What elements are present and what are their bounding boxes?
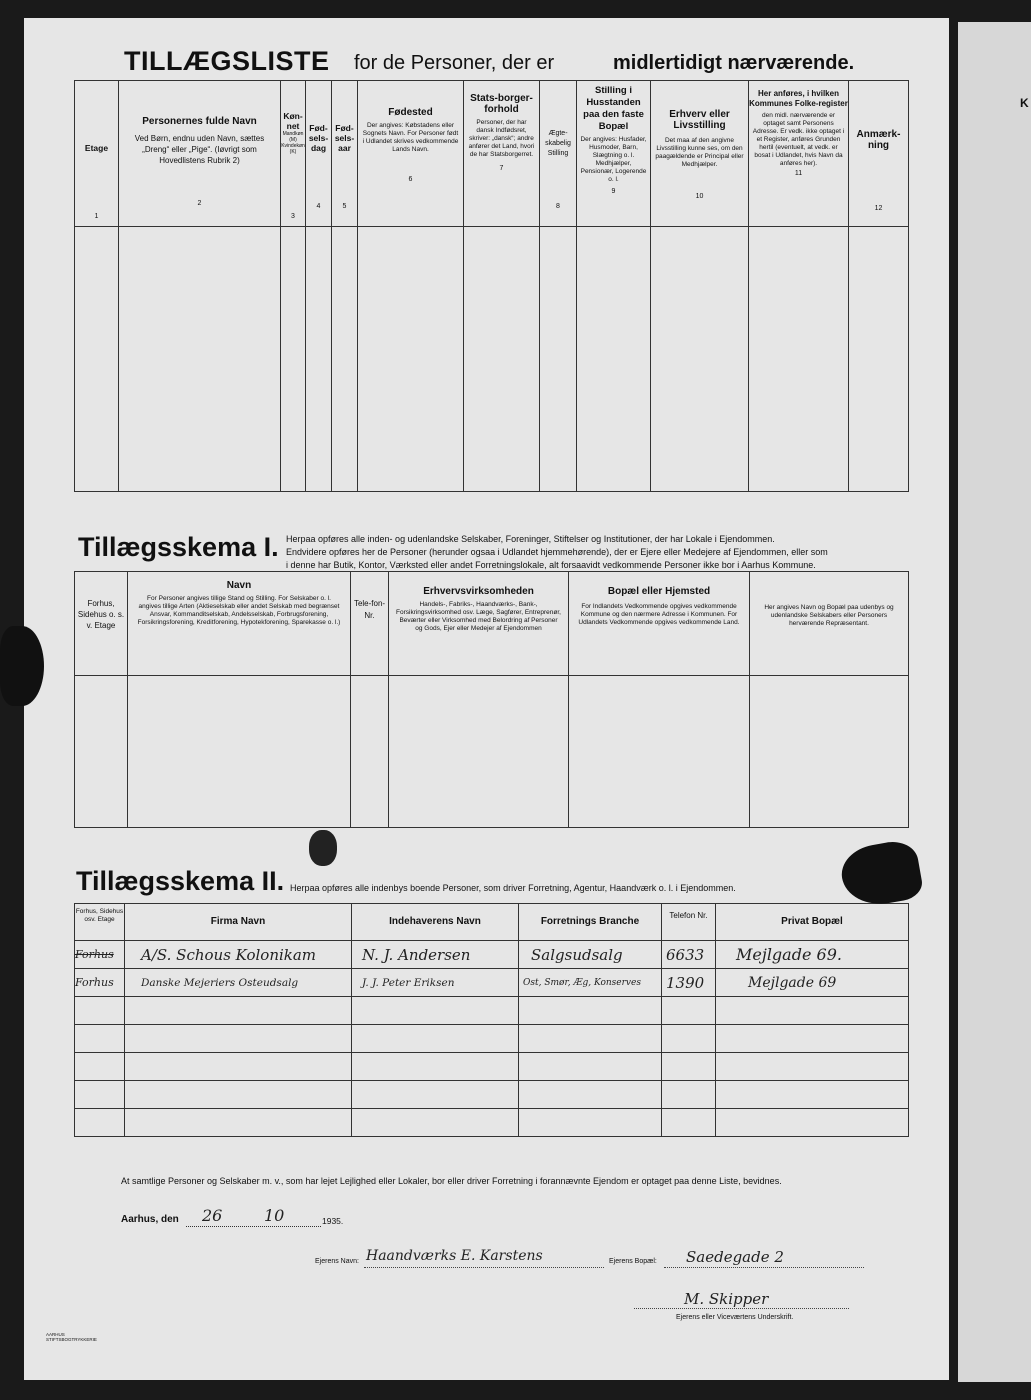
owner-address-line (664, 1267, 864, 1268)
s1-col-bopael: Bopæl eller Hjemsted For Indlandets Vedkommende opgives vedkommende Kommune og den nærmere Adresse i Kommunen. For Udlandets Vedkommende opgives vedkommende Land. (569, 572, 750, 676)
skema1-intro-2: Endvidere opføres her de Personer (herunder ogsaa i Udlandet hjemmehørende), der er Ejere eller Medejere af Ejendommen, eller som (286, 547, 828, 557)
s1-col-forhus: Forhus, Sidehus o. s. v. Etage (75, 572, 128, 676)
s2-row1-firma: A/S. Schous Kolonikam (125, 941, 352, 969)
skema1-table (74, 571, 909, 828)
col-statsborger-head: Stats-borger-forhold Personer, der har dansk Indfødsret, skriver: „dansk“; andre anfører det Land, hvori de har Statsborgerret. 7 (464, 81, 540, 227)
s2-row2-etage: Forhus (75, 969, 125, 997)
form-title-main: TILLÆGSLISTE (124, 46, 330, 76)
next-page-letter: K (1020, 96, 1029, 110)
signature-line (634, 1308, 849, 1309)
date-day: 26 (202, 1206, 223, 1225)
s2-row2-firma: Danske Mejeriers Osteudsalg (125, 969, 352, 997)
ink-stain (309, 830, 337, 866)
form-title-normal: for de Personer, der er (354, 52, 555, 74)
s2-col-bopael: Privat Bopæl (716, 904, 909, 941)
col-foedested-head: Fødested Der angives: Købstadens eller Sognets Navn. For Personer født i Udlandet skrives vedkommende Lands Navn. 6 (358, 81, 464, 227)
printer-mark: AARHUS STIFTSBOGTRYKKERIE (46, 1332, 97, 1342)
form-page (24, 18, 949, 1380)
s1-col-repr: Her angives Navn og Bopæl paa udenbys og udenlandske Selskabers eller Personers herværende Repræsentant. (750, 572, 909, 676)
form-title-bold: midlertidigt nærværende. (613, 52, 855, 74)
col-anmaerkning-head: Anmærk-ning 12 (849, 81, 909, 227)
col-koen-head: Køn-net Mandkøn (M) Kvindekøn (K) 3 (281, 81, 306, 227)
owner-name-line (364, 1267, 604, 1268)
certify-text: At samtlige Personer og Selskaber m. v., som har lejet Lejlighed eller Lokaler, bor eller driver Forretning i forannævnte Ejendom er optaget paa denne Liste, bevidnes. (121, 1176, 782, 1186)
col-aegteskab-head: Ægte-skabelig Stilling 8 (540, 81, 577, 227)
skema1-title: Tillægsskema I. (78, 532, 279, 562)
s2-row2-bopael: Mejlgade 69 (716, 969, 909, 997)
date-month: 10 (264, 1206, 285, 1225)
signature-label: Ejerens eller Viceværtens Underskrift. (676, 1314, 794, 1321)
skema2-title: Tillægsskema II. (76, 866, 285, 896)
skema1-intro-1: Herpaa opføres alle inden- og udenlandske Selskaber, Foreninger, Stiftelser og Institutioner, der har Lokale i Ejendommen. (286, 534, 775, 544)
s2-col-firma: Firma Navn (125, 904, 352, 941)
s1-col-navn: Navn For Personer angives tillige Stand og Stilling. For Selskaber o. l. angives tillige Arten (Aktieselskab eller andet Selskab med begrænset Ansvar, Kommanditselskab, Andelsselskab, Forbrugsforening, Forsikringsforening, Kreditforening, Hypotekforening, Sparekasse o. l.) (128, 572, 351, 676)
col-foedselsaar-head: Fød-sels-aar 5 (332, 81, 358, 227)
s2-row1-branche: Salgsudsalg (519, 941, 662, 969)
s2-row1-etage: Forhus (75, 941, 125, 969)
date-city-label: Aarhus, den (121, 1214, 179, 1225)
col-folkeregister-head: Her anføres, i hvilken Kommunes Folke-register den midl. nærværende er optaget samt Personens Adresse. Er vedk. ikke optaget i et Register, anføres Grunden hertil (eventuelt, at vedk. er bosat i Udlandet, hvis Navn da anføres her). 11 (749, 81, 849, 227)
s1-col-telefon: Tele-fon-Nr. (351, 572, 389, 676)
skema2-table (74, 903, 909, 1137)
col-husstand-head: Stilling i Husstanden paa den faste Bopæl Der angives: Husfader, Husmoder, Barn, Slægtning o. l. Medhjælper, Pensionær, Logerende o. l. 9 (577, 81, 651, 227)
next-page-edge (958, 22, 1031, 1382)
signature: M. Skipper (684, 1290, 769, 1308)
table-row (75, 941, 909, 969)
owner-address: Saedegade 2 (686, 1248, 784, 1266)
table-row (75, 969, 909, 997)
col-erhverv-head: Erhverv eller Livsstilling Det maa af den angivne Livsstilling kunne ses, om den paagældende er Principal eller Medhjælper. 10 (651, 81, 749, 227)
owner-address-label: Ejerens Bopæl: (609, 1258, 657, 1265)
date-year: 1935. (322, 1216, 344, 1226)
col-foedselsdag-head: Fød-sels-dag 4 (306, 81, 332, 227)
ink-blot (837, 838, 924, 911)
s2-row2-telefon: 1390 (662, 969, 716, 997)
s2-row2-branche: Ost, Smør, Æg, Konserves (519, 969, 662, 997)
col-etage-head: Etage 1 (75, 81, 119, 227)
s1-col-erhverv: Erhvervsvirksomheden Handels-, Fabriks-, Haandværks-, Bank-, Forsikringsvirksomhed osv. Læge, Sagfører, Entreprenør, Beværter eller Virksomhed med Belordring af Personer og Gods, Ejer eller Medejer af Ejendommen (389, 572, 569, 676)
skema2-intro: Herpaa opføres alle indenbys boende Personer, som driver Forretning, Agentur, Haandværk o. l. i Ejendommen. (290, 883, 736, 893)
s2-row1-telefon: 6633 (662, 941, 716, 969)
s2-col-forhus: Forhus, Sidehus osv. Etage (75, 904, 125, 941)
date-underline (186, 1226, 321, 1227)
skema1-intro-3: i denne har Butik, Kontor, Værksted eller andet Forretningslokale, alt forsaavidt vedkommende Personer ikke bor i Aarhus Kommune. (286, 560, 816, 570)
col-navn-head: Personernes fulde Navn Ved Børn, endnu uden Navn, sættes „Dreng“ eller „Pige“. (Iøvrigt som Hovedlistens Rubrik 2) 2 (119, 81, 281, 227)
owner-name-label: Ejerens Navn: (315, 1258, 359, 1265)
s2-row1-indehaver: N. J. Andersen (352, 941, 519, 969)
s2-col-telefon: Telefon Nr. (662, 904, 716, 941)
s2-col-branche: Forretnings Branche (519, 904, 662, 941)
owner-name: Haandværks E. Karstens (366, 1248, 543, 1264)
s2-col-indehaver: Indehaverens Navn (352, 904, 519, 941)
page-damage (0, 626, 44, 706)
main-person-table (74, 80, 909, 492)
s2-row1-bopael: Mejlgade 69. (716, 941, 909, 969)
s2-row2-indehaver: J. J. Peter Eriksen (352, 969, 519, 997)
